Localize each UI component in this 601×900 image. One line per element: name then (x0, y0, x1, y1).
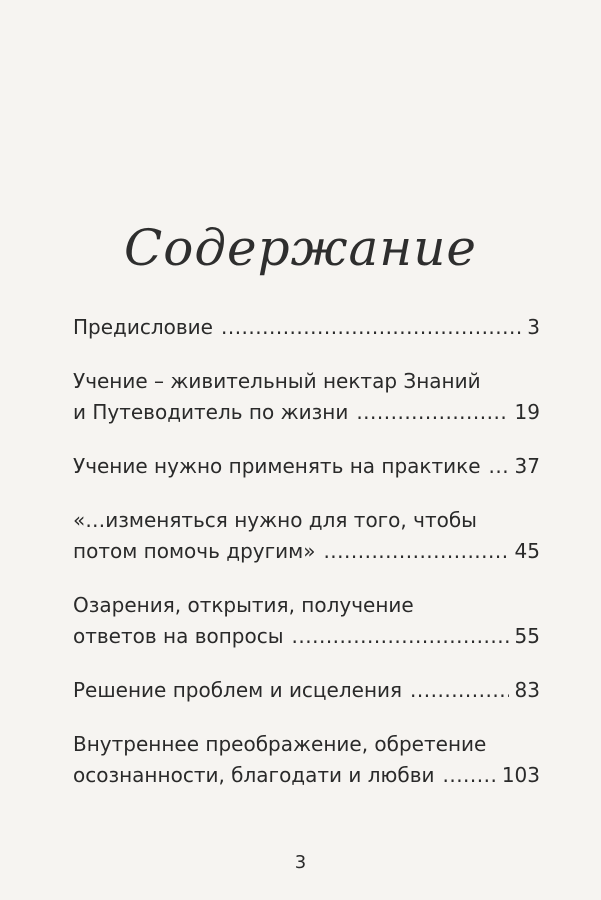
toc-entry-page-number: 103 (501, 763, 540, 787)
toc-entry-page-number: 83 (514, 678, 540, 702)
dot-leader (442, 760, 495, 791)
toc-entry-title: потом помочь другим» (73, 539, 316, 563)
toc-entry-preface (73, 312, 540, 343)
toc-entry-line (73, 536, 540, 567)
dot-leader (292, 621, 509, 652)
toc-entry-title-line: Учение – живительный нектар Знаний (73, 369, 481, 393)
toc-entry-title: ответов на вопросы (73, 624, 284, 648)
toc-entry-healing (73, 675, 540, 706)
toc-entry-title-line: Внутреннее преображение, обретение (73, 732, 487, 756)
toc-entry-line (73, 397, 540, 428)
dot-leader (323, 536, 508, 567)
dot-leader (356, 397, 508, 428)
toc-entry-title: Предисловие (73, 315, 213, 339)
toc-entry-page-number: 37 (514, 454, 540, 478)
toc-entry-line (73, 621, 540, 652)
toc-entry-practice (73, 451, 540, 482)
toc-entry-line (73, 451, 540, 482)
toc-entry-change-to-help (73, 505, 540, 567)
toc-entry-insights (73, 590, 540, 652)
toc-entry-page-number: 3 (527, 315, 540, 339)
toc-entry-page-number: 45 (514, 539, 540, 563)
dot-leader (489, 451, 509, 482)
toc-entry-title-line: Озарения, открытия, получение (73, 593, 414, 617)
toc-entry-page-number: 19 (514, 400, 540, 424)
dot-leader (410, 675, 509, 706)
toc-entry-title: Учение нужно применять на практике (73, 454, 481, 478)
table-of-contents (73, 312, 540, 814)
toc-entry-title: осознанности, благодати и любви (73, 763, 435, 787)
toc-entry-line (73, 675, 540, 706)
toc-entry-title: и Путеводитель по жизни (73, 400, 349, 424)
toc-entry-transformation (73, 729, 540, 791)
page-title: Содержание (123, 219, 478, 277)
dot-leader (221, 312, 521, 343)
toc-entry-title-line: «…изменяться нужно для того, чтобы (73, 508, 477, 532)
page-number: 3 (294, 852, 307, 873)
toc-entry-line (73, 760, 540, 791)
toc-entry-line (73, 312, 540, 343)
toc-entry-page-number: 55 (514, 624, 540, 648)
toc-entry-teaching-nectar (73, 366, 540, 428)
toc-entry-title: Решение проблем и исцеления (73, 678, 403, 702)
